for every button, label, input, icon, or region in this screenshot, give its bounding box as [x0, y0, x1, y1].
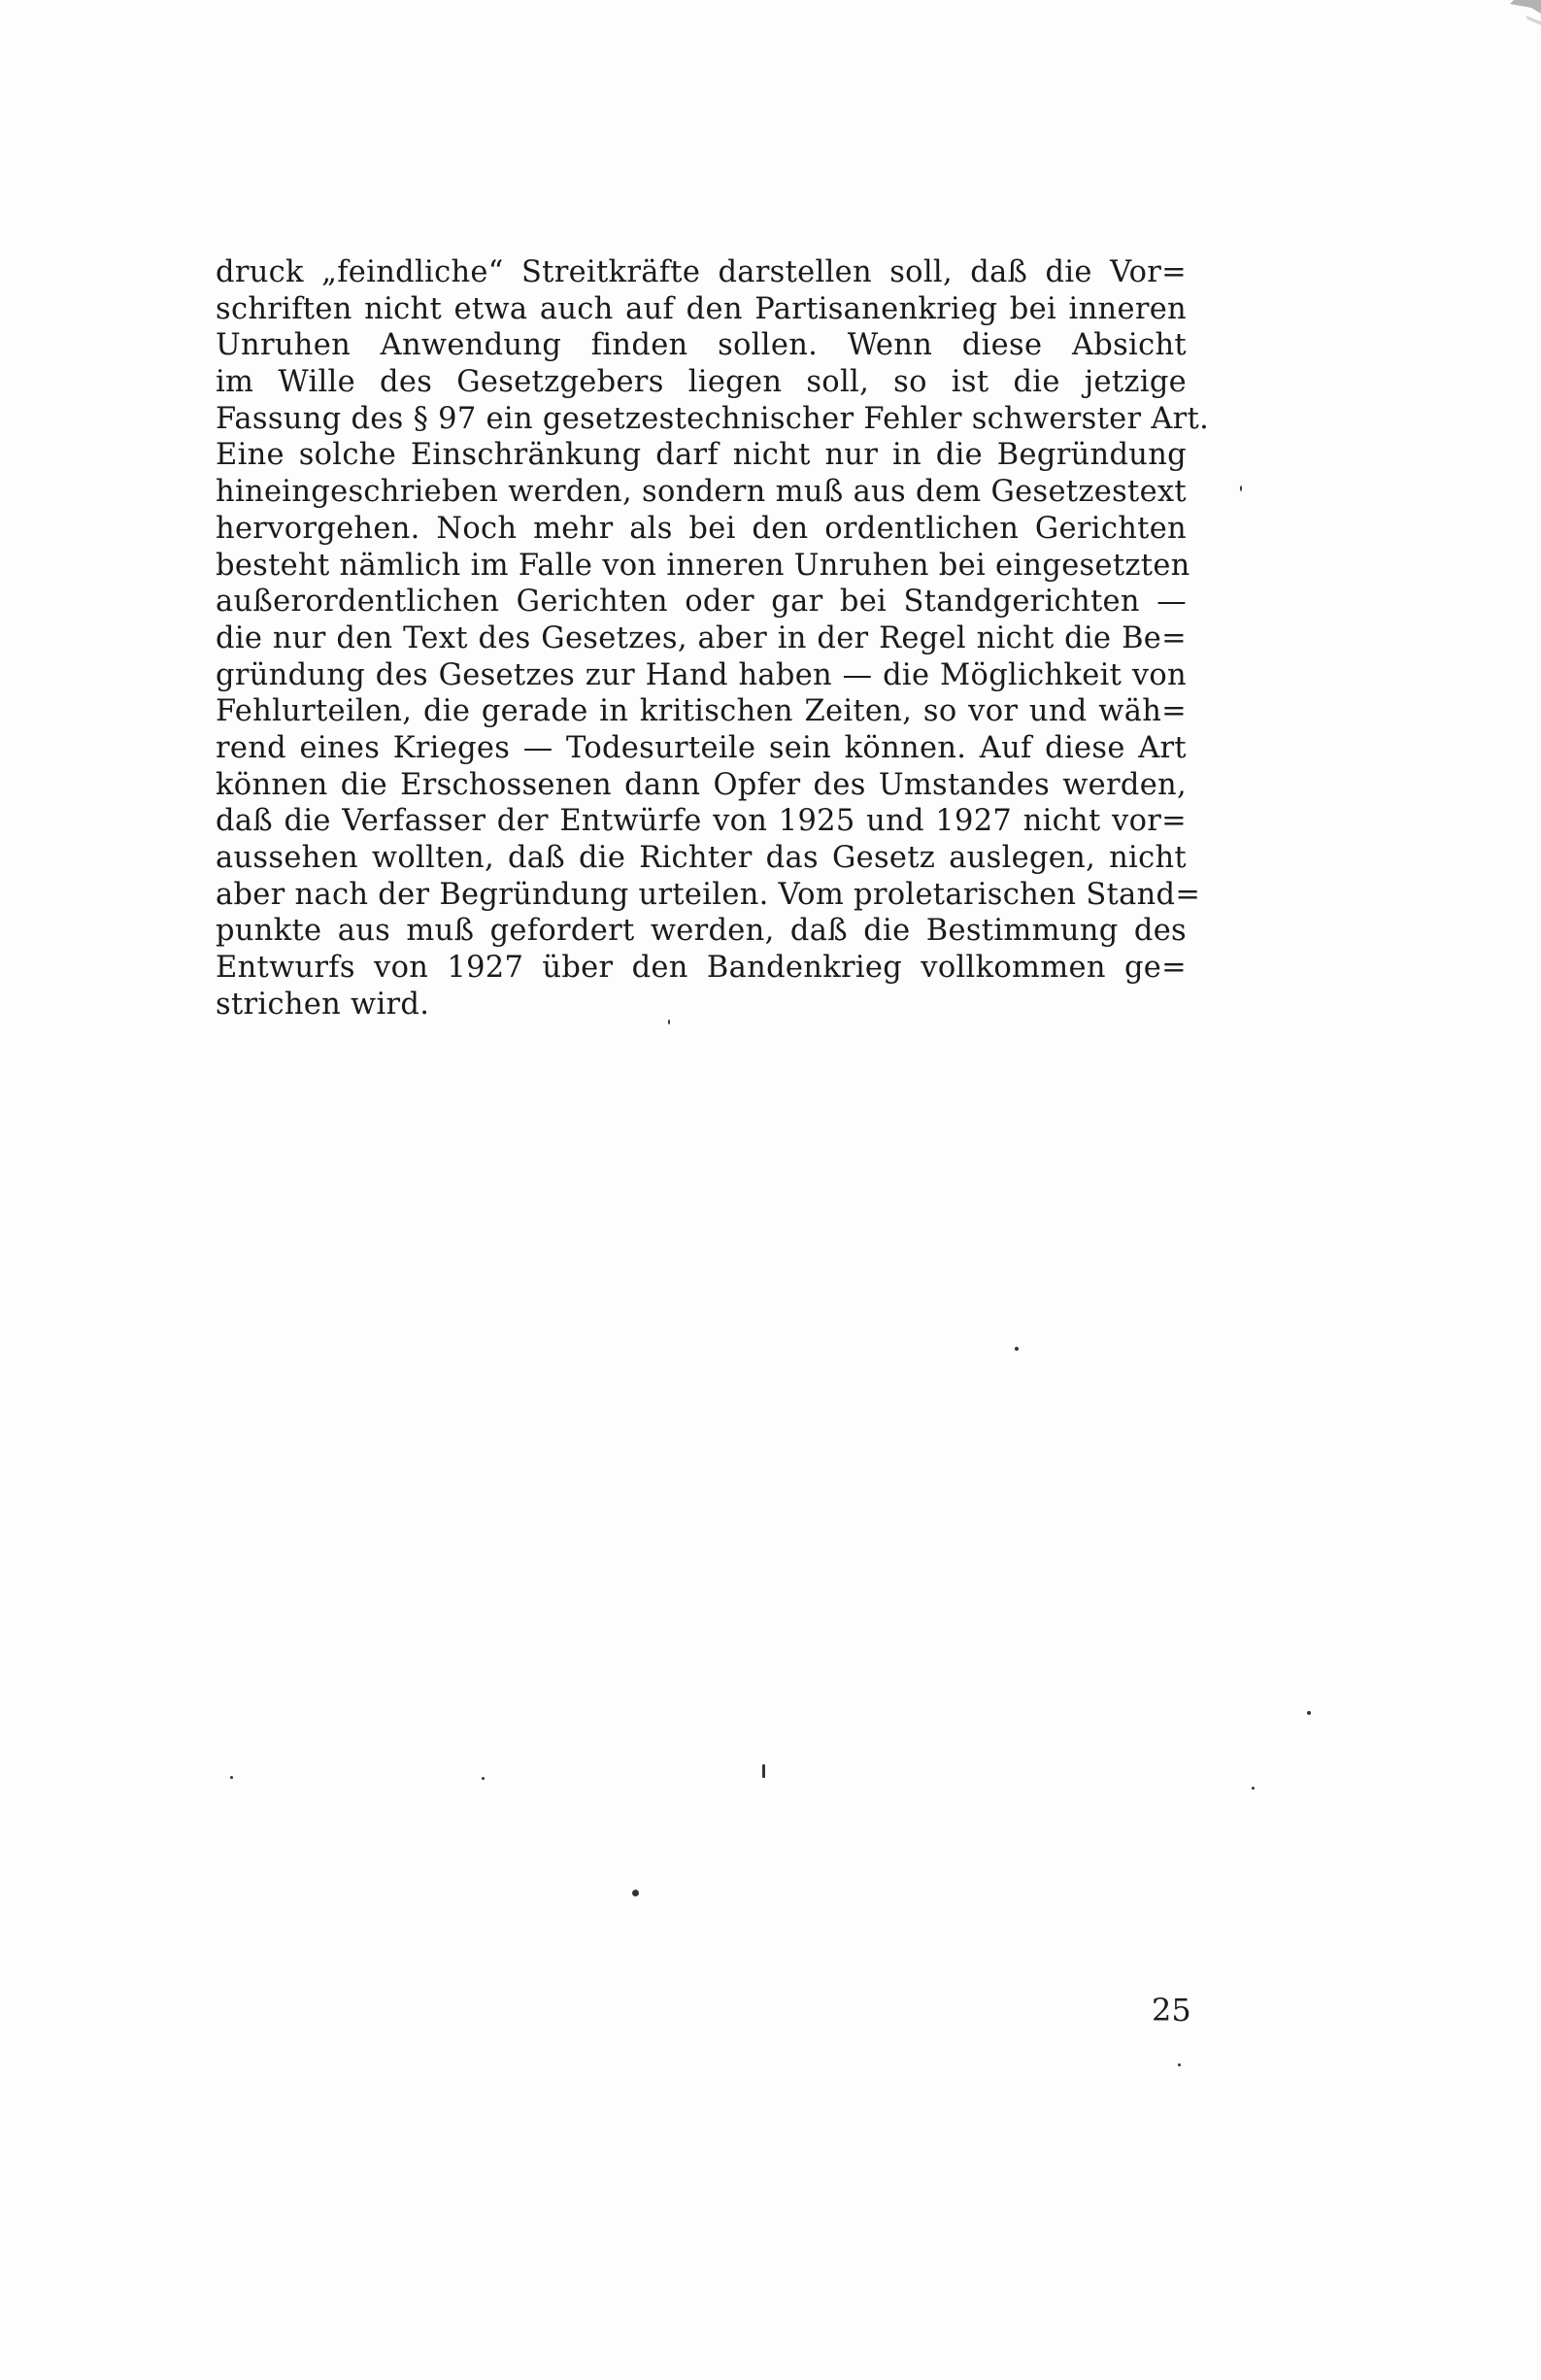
- text-line: druck „feindliche“ Streitkräfte darstellen soll, daß die Vor=: [216, 255, 1187, 289]
- scan-speck: [632, 1890, 639, 1896]
- scan-speck: [482, 1777, 485, 1780]
- scan-speck: [1307, 1711, 1311, 1715]
- scan-speck: [1178, 2063, 1181, 2066]
- scan-speck: [762, 1764, 765, 1778]
- text-line: rend eines Krieges — Todesurteile sein können. Auf diese Art: [216, 730, 1187, 765]
- text-line: daß die Verfasser der Entwürfe von 1925 und 1927 nicht vor=: [216, 804, 1187, 839]
- text-line: Fassung des § 97 ein gesetzestechnischer Fehler schwerster Art.: [216, 401, 1210, 436]
- text-line: die nur den Text des Gesetzes, aber in der Regel nicht die Be=: [216, 620, 1187, 655]
- text-line: strichen wird.: [216, 987, 430, 1022]
- text-line: können die Erschossenen dann Opfer des Umstandes werden,: [216, 767, 1187, 802]
- text-line: aber nach der Begründung urteilen. Vom proletarischen Stand=: [216, 877, 1201, 912]
- text-line: aussehen wollten, daß die Richter das Gesetz auslegen, nicht: [216, 841, 1187, 875]
- text-line: Eine solche Einschränkung darf nicht nur in die Begründung: [216, 438, 1187, 473]
- text-line: schriften nicht etwa auch auf den Partisanenkrieg bei inneren: [216, 291, 1187, 326]
- scan-speck: [1252, 1787, 1255, 1790]
- text-line: im Wille des Gesetzgebers liegen soll, so ist die jetzige: [216, 365, 1187, 400]
- text-line: hineingeschrieben werden, sondern muß aus dem Gesetzestext: [216, 475, 1187, 510]
- text-line: Entwurfs von 1927 über den Bandenkrieg vollkommen ge=: [216, 951, 1187, 986]
- scan-speck: [230, 1776, 233, 1779]
- text-line: Fehlurteilen, die gerade in kritischen Zeiten, so vor und wäh=: [216, 694, 1187, 729]
- scan-speck: [1015, 1347, 1019, 1351]
- text-line: punkte aus muß gefordert werden, daß die Bestimmung des: [216, 914, 1187, 949]
- scan-corner-mark: [1492, 0, 1541, 29]
- scan-speck: [668, 1020, 670, 1024]
- text-line: außerordentlichen Gerichten oder gar bei Standgerichten —: [216, 585, 1187, 620]
- text-line: besteht nämlich im Falle von inneren Unruhen bei eingesetzten: [216, 548, 1190, 583]
- text-line: Unruhen Anwendung finden sollen. Wenn diese Absicht: [216, 328, 1187, 363]
- text-line: hervorgehen. Noch mehr als bei den ordentlichen Gerichten: [216, 511, 1187, 546]
- body-text: [216, 254, 1210, 1022]
- text-line: gründung des Gesetzes zur Hand haben — die Möglichkeit von: [216, 657, 1187, 692]
- page-number: 25: [1152, 1992, 1191, 2028]
- scan-speck: [1240, 486, 1242, 491]
